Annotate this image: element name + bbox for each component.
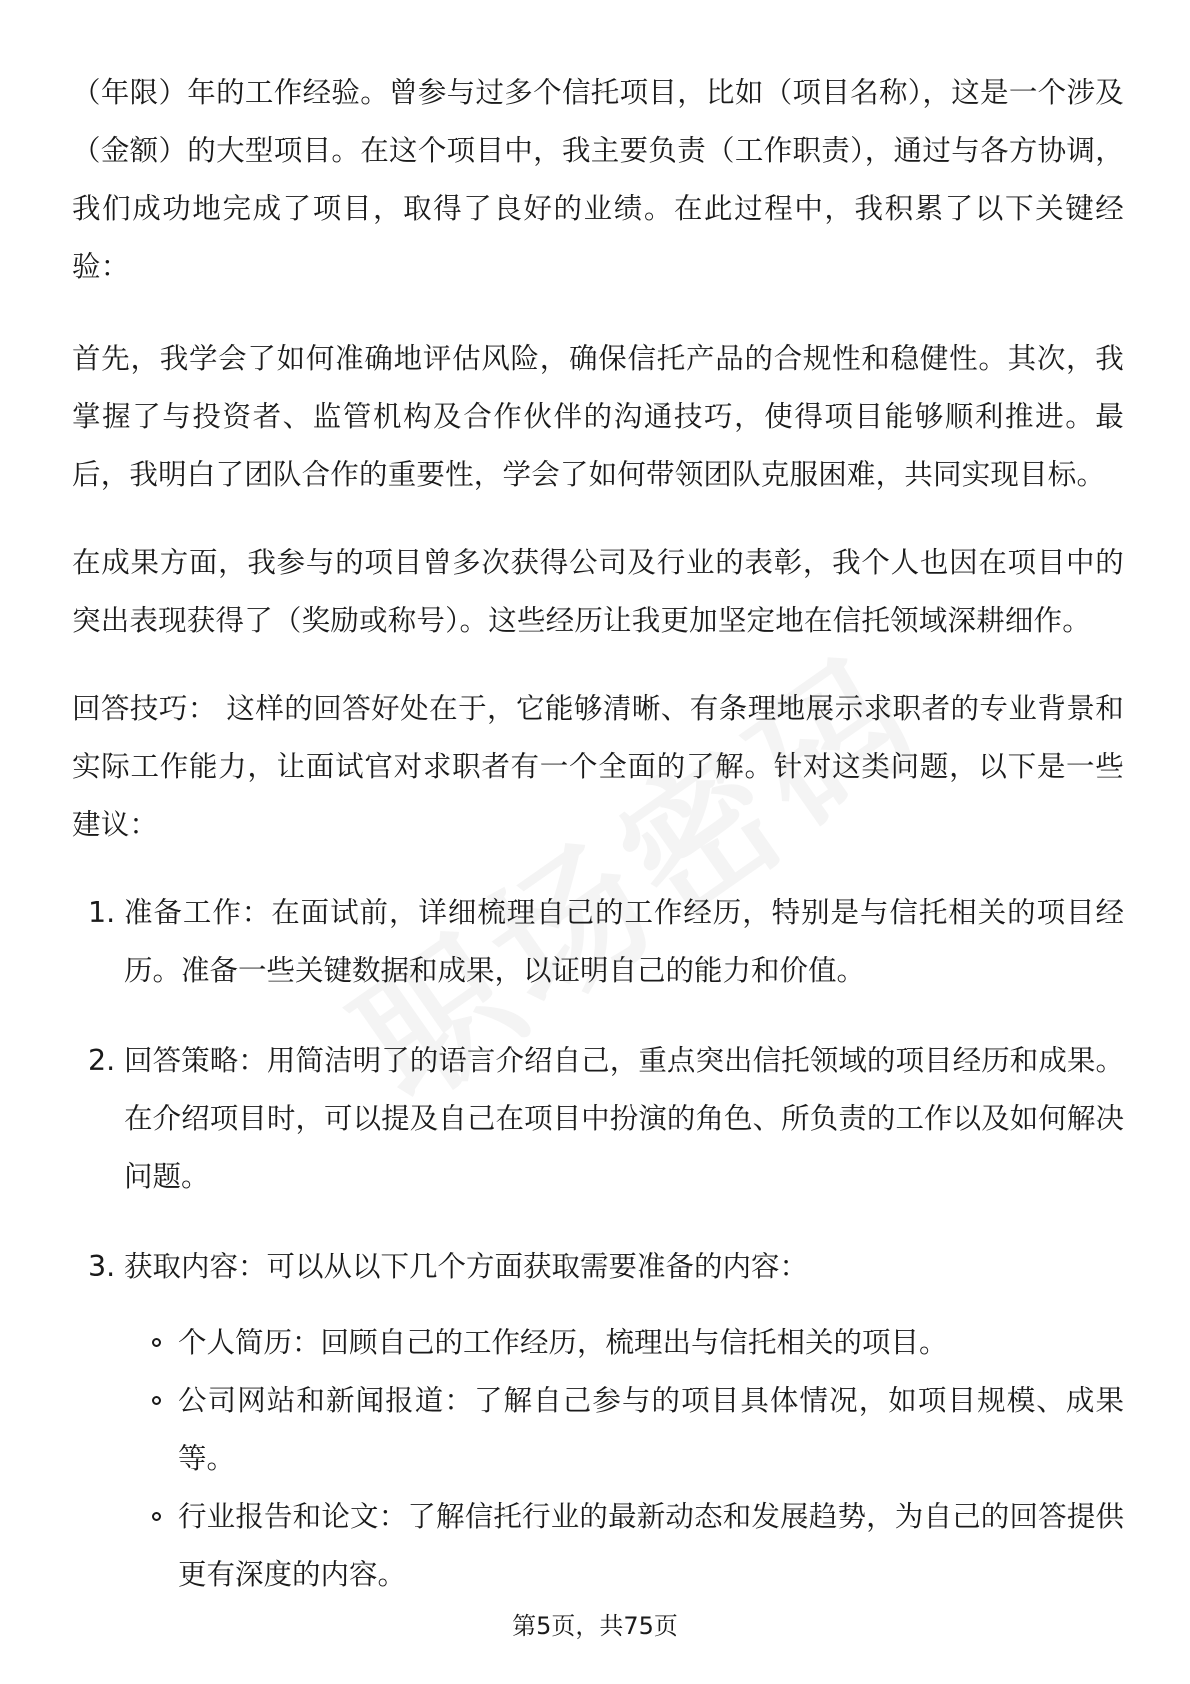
suggestion-list [72,884,1124,1604]
list-number: 3. [88,1250,116,1283]
list-item [72,1032,1124,1206]
sub-list-item [124,1314,1124,1372]
document-body [72,64,1124,1636]
paragraph-answer-tips: 回答技巧： 这样的回答好处在于，它能够清晰、有条理地展示求职者的专业背景和实际工作能力，让面试官对求职者有一个全面的了解。针对这类问题，以下是一些建议： [72,692,1124,841]
circle-bullet-icon [152,1396,161,1405]
paragraph-lessons: 首先，我学会了如何准确地评估风险，确保信托产品的合规性和稳健性。其次，我掌握了与投资者、监管机构及合作伙伴的沟通技巧，使得项目能够顺利推进。最后，我明白了团队合作的重要性，学会了如何带领团队克服困难，共同实现目标。 [72,342,1124,491]
list-item [72,1238,1124,1604]
paragraph-experience: （年限）年的工作经验。曾参与过多个信托项目，比如（项目名称），这是一个涉及（金额）的大型项目。在这个项目中，我主要负责（工作职责），通过与各方协调，我们成功地完成了项目，取得了良好的业绩。在此过程中，我积累了以下关键经验： [72,76,1124,283]
sub-list [124,1314,1124,1604]
list-item-text: 回答策略：用简洁明了的语言介绍自己，重点突出信托领域的项目经历和成果。在介绍项目时，可以提及自己在项目中扮演的角色、所负责的工作以及如何解决问题。 [124,1044,1124,1193]
list-item-text: 获取内容：可以从以下几个方面获取需要准备的内容： [124,1250,809,1283]
circle-bullet-icon [152,1512,161,1521]
page-number: 第5页，共75页 [512,1612,678,1640]
sub-item-text: 个人简历：回顾自己的工作经历，梳理出与信托相关的项目。 [178,1326,948,1359]
sub-item-text: 公司网站和新闻报道：了解自己参与的项目具体情况，如项目规模、成果等。 [178,1384,1124,1475]
circle-bullet-icon [152,1338,161,1347]
paragraph-achievements: 在成果方面，我参与的项目曾多次获得公司及行业的表彰，我个人也因在项目中的突出表现获得了（奖励或称号）。这些经历让我更加坚定地在信托领域深耕细作。 [72,546,1124,637]
list-item-text: 准备工作：在面试前，详细梳理自己的工作经历，特别是与信托相关的项目经历。准备一些关键数据和成果，以证明自己的能力和价值。 [124,896,1124,987]
list-number: 1. [88,896,116,929]
sub-list-item [124,1488,1124,1604]
list-item [72,884,1124,1000]
sub-item-text: 行业报告和论文：了解信托行业的最新动态和发展趋势，为自己的回答提供更有深度的内容。 [178,1500,1124,1591]
list-number: 2. [88,1044,116,1077]
sub-list-item [124,1372,1124,1488]
